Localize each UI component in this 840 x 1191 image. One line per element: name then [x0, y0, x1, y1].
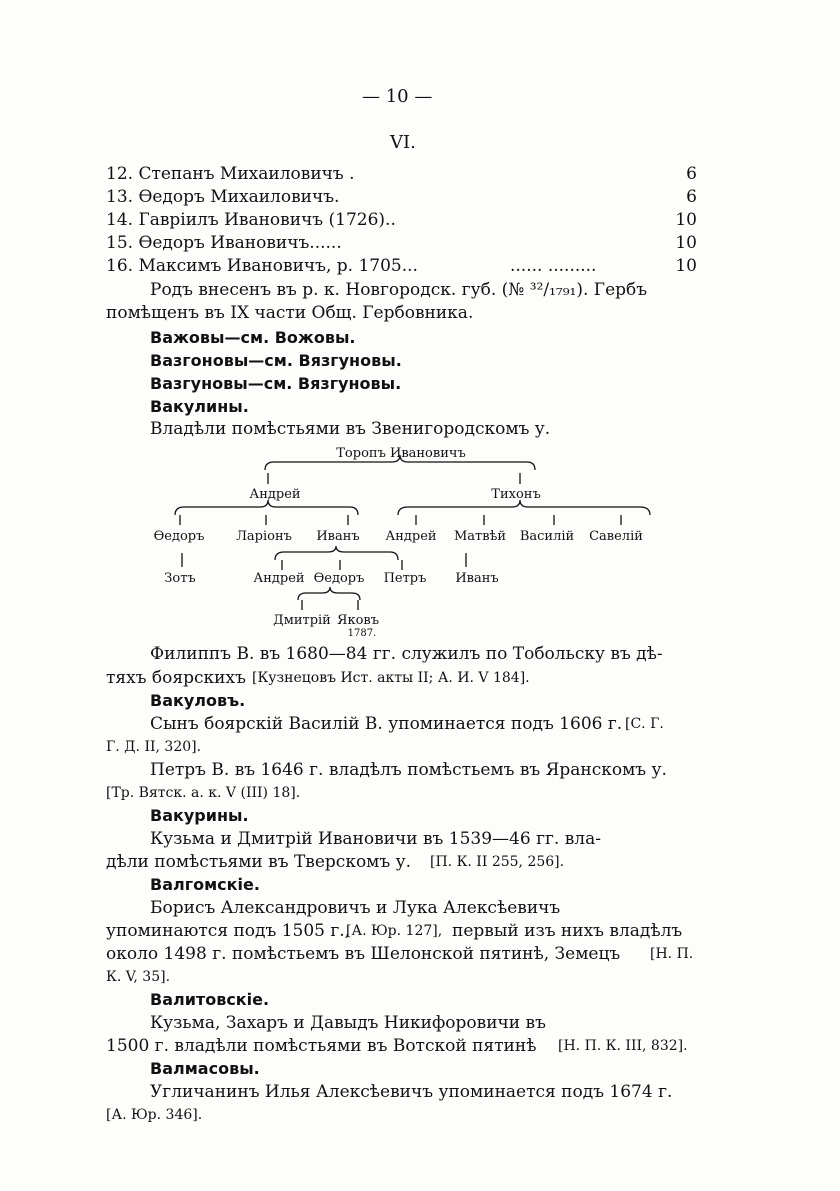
cross-reference: Вазгоновы—см. Вязгуновы.	[150, 351, 402, 370]
paragraph-line: Угличанинъ Илья Алексѣевичъ упоминается подъ 1674 г.	[150, 1082, 673, 1102]
paragraph-line: Сынъ боярскій Василій В. упоминается подъ 1606 г.	[150, 714, 623, 734]
tree-node: Петръ	[383, 571, 427, 586]
tree-node: Иванъ	[455, 571, 499, 586]
entry-heading: Валмасовы.	[150, 1059, 260, 1078]
paragraph-line: Родъ внесенъ въ р. к. Новгородск. губ. (№ ³²/₁₇₉₁). Гербъ	[150, 280, 648, 300]
tree-node: Иванъ	[316, 529, 360, 544]
paragraph-line: около 1498 г. помѣстьемъ въ Шелонской пятинѣ, Земецъ	[106, 944, 621, 964]
tree-node-year: 1787.	[347, 628, 377, 639]
paragraph-line: дѣли помѣстьями въ Тверскомъ у.	[106, 852, 412, 872]
entry-heading: Валгомскіе.	[150, 875, 260, 894]
list-item-value: 10	[675, 256, 697, 276]
list-item-value: 10	[675, 233, 697, 253]
paragraph-line: Петръ В. въ 1646 г. владѣлъ помѣстьемъ въ Яранскомъ у.	[150, 760, 667, 780]
reference: [Н. П.	[650, 946, 694, 962]
tree-node: Василій	[519, 529, 575, 544]
entry-heading: Вакуловъ.	[150, 691, 246, 710]
tree-node: Ѳедоръ	[153, 529, 205, 544]
paragraph-line: Борисъ Александровичъ и Лука Алексѣевичъ	[150, 898, 561, 918]
tree-node: Андрей	[253, 571, 305, 586]
paragraph-line: тяхъ боярскихъ	[106, 668, 246, 688]
reference: К. V, 35].	[106, 969, 171, 985]
list-item-dots: ...... .........	[510, 256, 597, 276]
reference: [П. К. II 255, 256].	[430, 854, 565, 870]
list-item: 16. Максимъ Ивановичъ, р. 1705...	[106, 256, 418, 276]
tree-node: Андрей	[249, 487, 301, 502]
tree-node: Ѳедоръ	[313, 571, 365, 586]
paragraph-line: Владѣли помѣстьями въ Звенигородскомъ у.	[150, 419, 551, 439]
cross-reference: Важовы—см. Вожовы.	[150, 328, 356, 347]
reference: [Н. П. К. III, 832].	[558, 1038, 688, 1054]
entry-heading: Валитовскіе.	[150, 990, 270, 1009]
tree-node: Дмитрій	[273, 613, 331, 628]
paragraph-line: Филиппъ В. въ 1680—84 гг. служилъ по Тобольску въ дѣ-	[150, 644, 663, 664]
tree-node: Тихонъ	[491, 487, 541, 502]
list-item-value: 6	[686, 187, 697, 207]
entry-heading: Вакурины.	[150, 806, 249, 825]
paragraph-line: Кузьма и Дмитрій Ивановичи въ 1539—46 гг. вла-	[150, 829, 601, 849]
list-item: 13. Ѳедоръ Михаиловичъ.	[106, 187, 340, 207]
paragraph-line: первый изъ нихъ владѣлъ	[452, 921, 683, 941]
reference: [С. Г.	[625, 716, 664, 732]
tree-node: Зотъ	[164, 571, 196, 586]
paragraph-line: 1500 г. владѣли помѣстьями въ Вотской пятинѣ	[106, 1036, 537, 1056]
tree-node: Матвѣй	[453, 529, 507, 544]
page-number: — 10 —	[362, 86, 433, 107]
list-item: 12. Степанъ Михаиловичъ .	[106, 164, 355, 184]
tree-node: Ларіонъ	[236, 529, 292, 544]
tree-node: Андрей	[385, 529, 437, 544]
reference: [Кузнецовъ Ист. акты II; А. И. V 184].	[252, 670, 530, 686]
paragraph-line: упоминаются подъ 1505 г.,	[106, 921, 351, 941]
paragraph-line: помѣщенъ въ IX части Общ. Гербовника.	[106, 303, 474, 323]
tree-node: Савелій	[589, 529, 643, 544]
paragraph-line: Кузьма, Захаръ и Давыдъ Никифоровичи въ	[150, 1013, 546, 1033]
list-item: 15. Ѳедоръ Ивановичъ......	[106, 233, 342, 253]
list-item-value: 6	[686, 164, 697, 184]
list-item-value: 10	[675, 210, 697, 230]
reference: Г. Д. II, 320].	[106, 739, 202, 755]
tree-node-root: Торопъ Ивановичъ	[336, 446, 466, 461]
reference: [А. Юр. 127],	[346, 923, 443, 939]
reference: [А. Юр. 346].	[106, 1107, 203, 1123]
reference: [Тр. Вятск. а. к. V (III) 18].	[106, 785, 301, 801]
list-item: 14. Гавріилъ Ивановичъ (1726)..	[106, 210, 396, 230]
section-number: VI.	[390, 132, 416, 153]
tree-node: Яковъ	[336, 613, 380, 628]
entry-heading: Вакулины.	[150, 397, 249, 416]
cross-reference: Вазгуновы—см. Вязгуновы.	[150, 374, 402, 393]
